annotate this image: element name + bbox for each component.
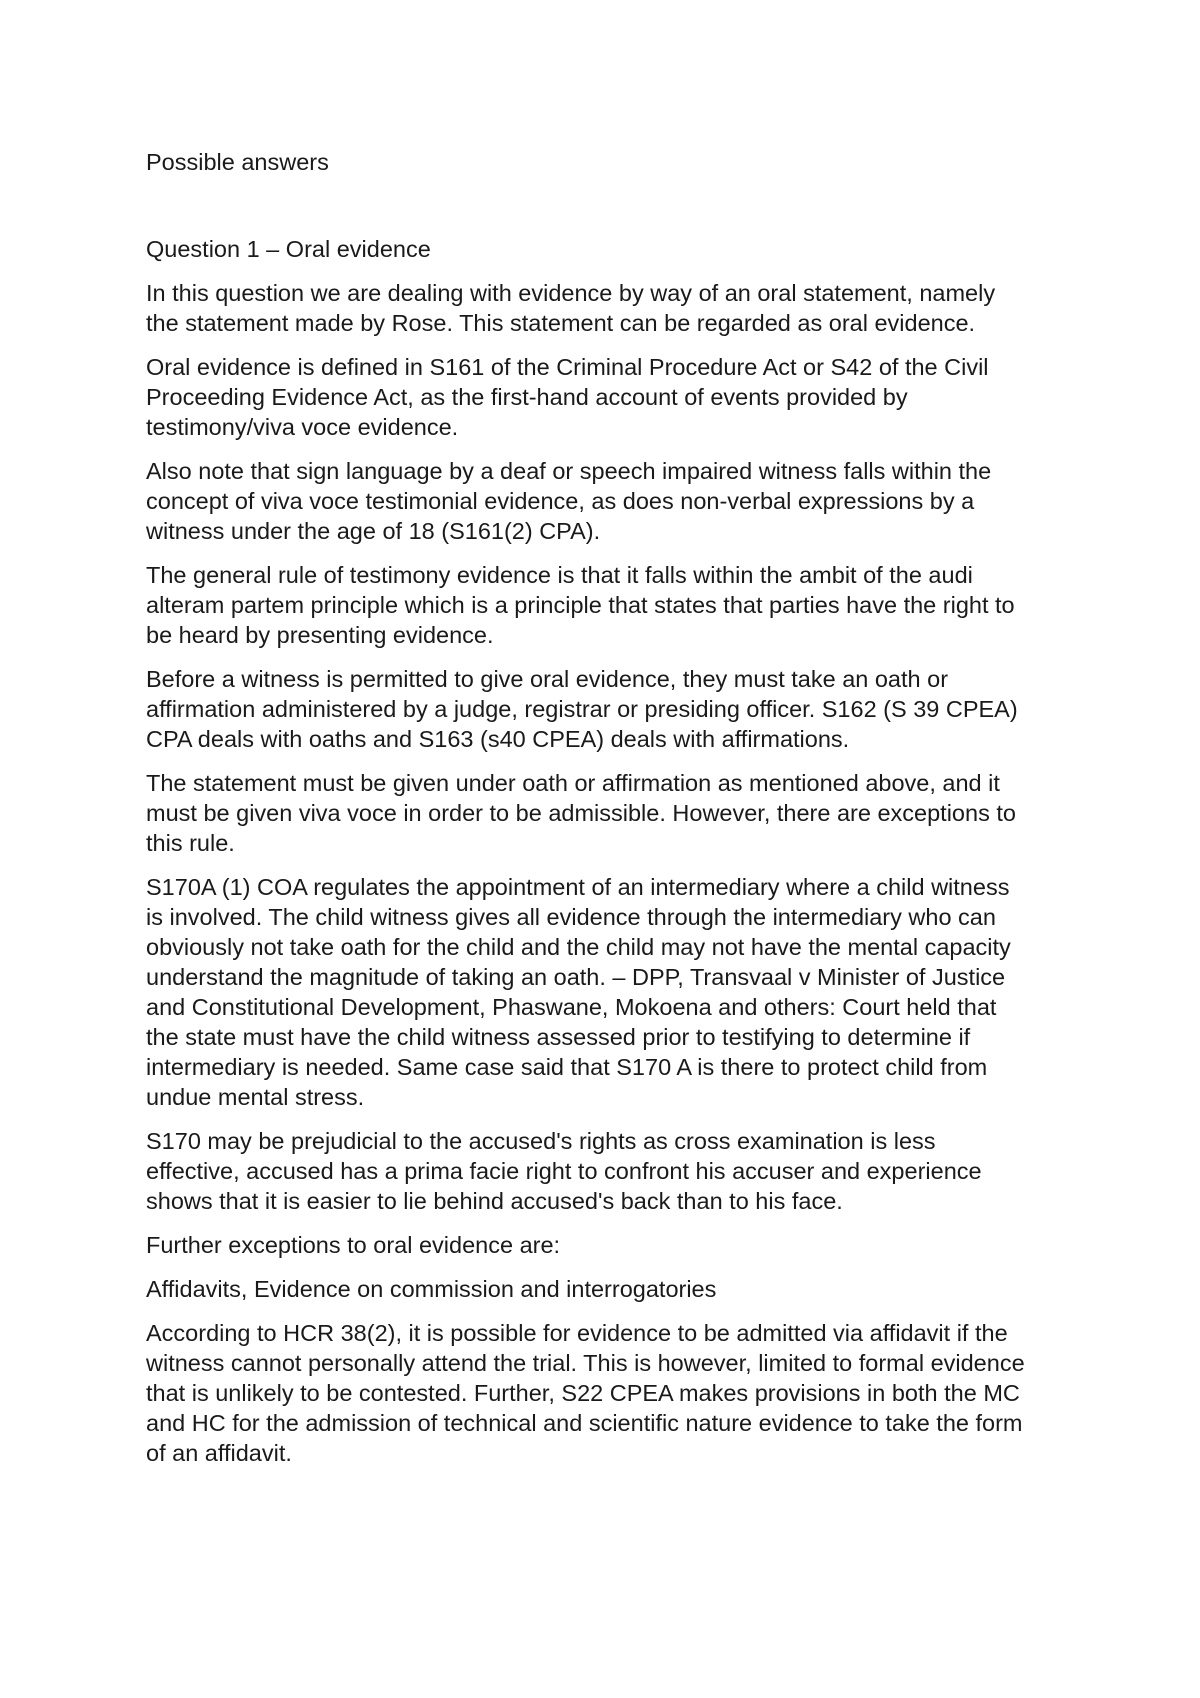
paragraph	[146, 278, 1066, 338]
paragraph-line: obviously not take oath for the child and the child may not have the mental capacity	[146, 934, 1011, 960]
section-title: Question 1 – Oral evidence	[146, 236, 431, 262]
paragraph	[146, 1274, 1066, 1304]
paragraph	[146, 456, 1066, 546]
document-page	[146, 147, 1066, 1468]
paragraph-line: this rule.	[146, 830, 235, 856]
paragraph-line: affirmation administered by a judge, registrar or presiding officer. S162 (S 39 CPEA)	[146, 696, 1018, 722]
paragraph-line: of an affidavit.	[146, 1440, 292, 1466]
paragraph-line: Further exceptions to oral evidence are:	[146, 1232, 561, 1258]
paragraph-line: The general rule of testimony evidence is that it falls within the ambit of the audi	[146, 562, 973, 588]
paragraph-line: that is unlikely to be contested. Further, S22 CPEA makes provisions in both the MC	[146, 1380, 1020, 1406]
paragraph-line: In this question we are dealing with evidence by way of an oral statement, namely	[146, 280, 996, 306]
paragraph-line: the statement made by Rose. This statement can be regarded as oral evidence.	[146, 310, 976, 336]
paragraph	[146, 1126, 1066, 1216]
paragraph-line: S170 may be prejudicial to the accused's rights as cross examination is less	[146, 1128, 936, 1154]
paragraph-line: witness under the age of 18 (S161(2) CPA).	[146, 518, 601, 544]
paragraph-line: and HC for the admission of technical and scientific nature evidence to take the form	[146, 1410, 1023, 1436]
paragraph-line: CPA deals with oaths and S163 (s40 CPEA) deals with affirmations.	[146, 726, 850, 752]
paragraph-line: must be given viva voce in order to be admissible. However, there are exceptions to	[146, 800, 1016, 826]
paragraph-line: Proceeding Evidence Act, as the first-hand account of events provided by	[146, 384, 908, 410]
paragraph-line: and Constitutional Development, Phaswane, Mokoena and others: Court held that	[146, 994, 997, 1020]
paragraph-line: is involved. The child witness gives all evidence through the intermediary who can	[146, 904, 996, 930]
paragraph-line: be heard by presenting evidence.	[146, 622, 494, 648]
paragraph-line: understand the magnitude of taking an oath. – DPP, Transvaal v Minister of Justice	[146, 964, 1006, 990]
paragraph-line: witness cannot personally attend the trial. This is however, limited to formal evidence	[146, 1350, 1025, 1376]
paragraph	[146, 352, 1066, 442]
paragraph-line: concept of viva voce testimonial evidence, as does non-verbal expressions by a	[146, 488, 975, 514]
paragraph	[146, 872, 1066, 1112]
paragraph-line: the state must have the child witness assessed prior to testifying to determine if	[146, 1024, 971, 1050]
paragraph-line: Oral evidence is defined in S161 of the Criminal Procedure Act or S42 of the Civil	[146, 354, 989, 380]
document-heading: Possible answers	[146, 149, 329, 175]
paragraph-line: S170A (1) COA regulates the appointment of an intermediary where a child witness	[146, 874, 1010, 900]
paragraph-line: undue mental stress.	[146, 1084, 365, 1110]
paragraph-line: intermediary is needed. Same case said that S170 A is there to protect child from	[146, 1054, 988, 1080]
paragraph-line: alteram partem principle which is a principle that states that parties have the right to	[146, 592, 1015, 618]
paragraph-line: According to HCR 38(2), it is possible for evidence to be admitted via affidavit if the	[146, 1320, 1008, 1346]
paragraph-line: The statement must be given under oath or affirmation as mentioned above, and it	[146, 770, 1000, 796]
paragraph	[146, 664, 1066, 754]
paragraph	[146, 1230, 1066, 1260]
paragraph	[146, 1318, 1066, 1468]
paragraph-list	[146, 278, 1066, 1468]
paragraph-line: effective, accused has a prima facie right to confront his accuser and experience	[146, 1158, 982, 1184]
paragraph-line: Affidavits, Evidence on commission and interrogatories	[146, 1276, 717, 1302]
paragraph-line: testimony/viva voce evidence.	[146, 414, 459, 440]
paragraph-line: shows that it is easier to lie behind accused's back than to his face.	[146, 1188, 843, 1214]
paragraph-line: Also note that sign language by a deaf or speech impaired witness falls within the	[146, 458, 992, 484]
paragraph-line: Before a witness is permitted to give oral evidence, they must take an oath or	[146, 666, 949, 692]
paragraph	[146, 560, 1066, 650]
paragraph	[146, 768, 1066, 858]
